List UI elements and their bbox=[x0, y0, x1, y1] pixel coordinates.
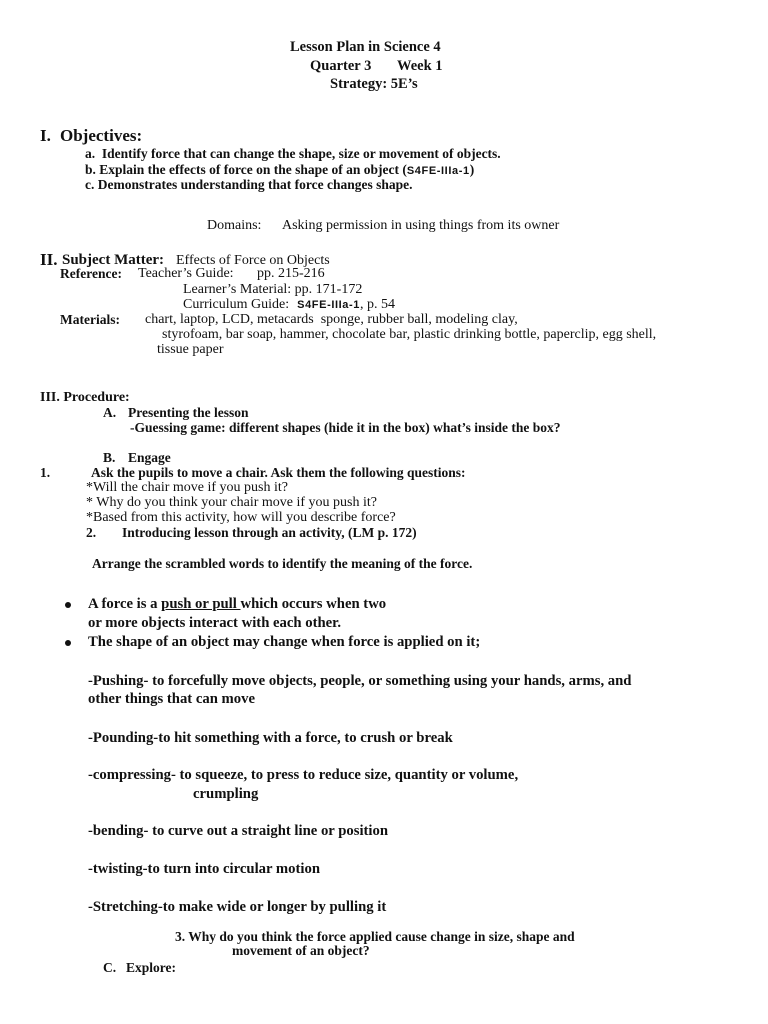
definition-stretching: -Stretching-to make wide or longer by pulling it bbox=[88, 899, 387, 915]
objective-b-competency-code: S4FE-IIIa-1 bbox=[406, 165, 470, 177]
definition-compressing: -compressing- to squeeze, to press to reduce size, quantity or volume, bbox=[88, 767, 519, 783]
curriculum-guide-label: Curriculum Guide: bbox=[183, 297, 290, 312]
quarter-label: Quarter 3 bbox=[310, 58, 372, 74]
step3-question-continuation: movement of an object? bbox=[232, 943, 370, 958]
subject-matter-heading: Subject Matter: bbox=[62, 252, 165, 268]
lesson-title: Lesson Plan in Science 4 bbox=[290, 39, 441, 55]
presenting-activity: -Guessing game: different shapes (hide it in the box) what’s inside the box? bbox=[130, 420, 561, 435]
definition-compressing-continuation: crumpling bbox=[193, 786, 259, 802]
week-label: Week 1 bbox=[397, 58, 443, 74]
explore-title: Explore: bbox=[126, 960, 176, 975]
step2-text: Introducing lesson through an activity, (LM p. 172) bbox=[122, 525, 417, 540]
teachers-guide-label: Teacher’s Guide: bbox=[138, 266, 234, 281]
bullet-icon bbox=[65, 602, 71, 608]
definition-pushing-continuation: other things that can move bbox=[88, 691, 255, 707]
explore-letter: C. bbox=[103, 960, 117, 975]
step3-question: 3. Why do you think the force applied cause change in size, shape and bbox=[175, 929, 575, 944]
materials-line: chart, laptop, LCD, metacards sponge, rubber ball, modeling clay, bbox=[145, 312, 518, 327]
subject-matter-value: Effects of Force on Objects bbox=[176, 253, 330, 268]
engage-title: Engage bbox=[128, 450, 171, 465]
curriculum-guide bbox=[183, 298, 395, 312]
learners-material: Learner’s Material: pp. 171-172 bbox=[183, 282, 363, 297]
teachers-guide-pages: pp. 215-216 bbox=[257, 266, 325, 281]
step1-text: Ask the pupils to move a chair. Ask them the following questions: bbox=[91, 465, 466, 480]
objective-b bbox=[85, 163, 474, 177]
presenting-title: Presenting the lesson bbox=[128, 405, 249, 420]
question-item: *Based from this activity, how will you describe force? bbox=[86, 510, 396, 525]
curriculum-pages: , p. 54 bbox=[360, 297, 395, 312]
question-item: *Will the chair move if you push it? bbox=[86, 480, 289, 495]
objectives-numeral: I. bbox=[40, 126, 51, 145]
bullet-shape-change: The shape of an object may change when force is applied on it; bbox=[88, 634, 481, 650]
objective-b-close: ) bbox=[469, 162, 475, 177]
bullet-force-definition bbox=[88, 597, 386, 612]
bullet-continuation: or more objects interact with each other. bbox=[88, 615, 342, 631]
step2-number: 2. bbox=[86, 525, 97, 540]
objective-a: a. Identify force that can change the shape, size or movement of objects. bbox=[85, 146, 501, 161]
subject-matter-numeral: II. bbox=[40, 250, 58, 269]
objective-b-text: b. Explain the effects of force on the shape of an object ( bbox=[85, 162, 407, 177]
domains-value: Asking permission in using things from its owner bbox=[282, 218, 560, 233]
definition-twisting: -twisting-to turn into circular motion bbox=[88, 861, 320, 877]
materials-line: styrofoam, bar soap, hammer, chocolate bar, plastic drinking bottle, paperclip, egg shell, bbox=[162, 327, 657, 342]
question-item: * Why do you think your chair move if you push it? bbox=[86, 495, 377, 510]
bullet-text-before: A force is a bbox=[88, 596, 162, 612]
definition-pushing: -Pushing- to forcefully move objects, people, or something using your hands, arms, and bbox=[88, 673, 632, 689]
bullet-text-after: which occurs when two bbox=[240, 596, 387, 612]
objective-c: c. Demonstrates understanding that force changes shape. bbox=[85, 177, 413, 192]
step1-number: 1. bbox=[40, 465, 51, 480]
definition-pounding: -Pounding-to hit something with a force, to crush or break bbox=[88, 730, 453, 746]
activity-instruction: Arrange the scrambled words to identify the meaning of the force. bbox=[92, 556, 473, 571]
underlined-term: push or pull bbox=[161, 596, 241, 612]
reference-label: Reference: bbox=[60, 266, 122, 281]
materials-label: Materials: bbox=[60, 312, 120, 327]
curriculum-code: S4FE-IIIa-1 bbox=[297, 299, 360, 311]
materials-line: tissue paper bbox=[157, 342, 224, 357]
definition-bending: -bending- to curve out a straight line or position bbox=[88, 823, 389, 839]
objectives-heading: Objectives: bbox=[60, 126, 143, 145]
bullet-icon bbox=[65, 640, 71, 646]
presenting-letter: A. bbox=[103, 405, 117, 420]
engage-letter: B. bbox=[103, 450, 116, 465]
domains-label: Domains: bbox=[207, 218, 262, 233]
procedure-heading: III. Procedure: bbox=[40, 390, 130, 405]
strategy-label: Strategy: 5E’s bbox=[330, 76, 418, 92]
